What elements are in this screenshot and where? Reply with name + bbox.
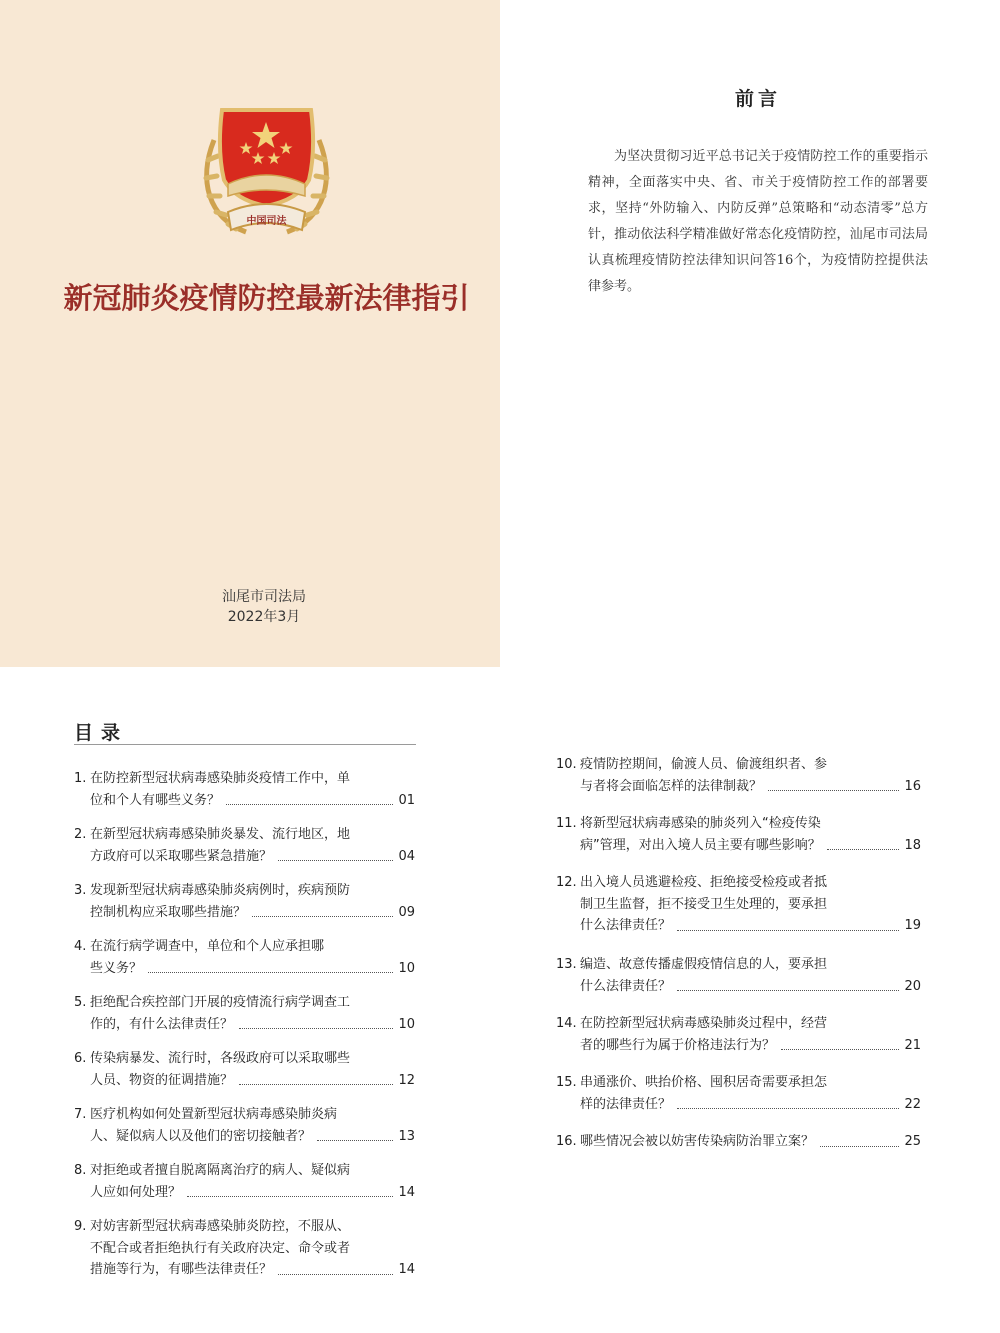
toc-item[interactable]: [74, 1216, 415, 1281]
toc-leader-dots: [768, 790, 899, 791]
toc-item[interactable]: [556, 1131, 921, 1153]
cover-org: 汕尾市司法局: [222, 589, 306, 605]
toc-page-number: 14: [398, 1184, 415, 1200]
toc-page-number: 01: [398, 792, 415, 808]
cover-date: 2022年3月: [227, 609, 301, 625]
toc-leader-dots: [252, 916, 393, 917]
toc-item-number: 7.: [74, 1107, 87, 1122]
toc-item-text: 人、疑似病人以及他们的密切接触者？: [90, 1128, 312, 1144]
toc-leader-dots: [239, 1084, 393, 1085]
toc-item-number: 4.: [74, 939, 87, 954]
toc-page-number: 12: [398, 1072, 415, 1088]
toc-item-number: 6.: [74, 1051, 87, 1066]
toc-page-number: 25: [904, 1134, 921, 1149]
toc-item-text: 作的，有什么法律责任？: [90, 1016, 234, 1032]
cover-page: [0, 0, 500, 667]
toc-item-text: 对妨害新型冠状病毒感染肺炎防控，不服从、: [90, 1219, 351, 1234]
toc-item[interactable]: [74, 824, 415, 867]
toc-leader-dots: [820, 1146, 899, 1147]
toc-item-text: 人应如何处理？: [90, 1184, 182, 1200]
toc-leader-dots: [278, 860, 393, 861]
toc-page-number: 10: [398, 960, 415, 976]
toc-item-number: 10.: [556, 757, 577, 772]
toc-page-number: 16: [904, 778, 921, 794]
toc-page-number: 04: [398, 848, 415, 864]
toc-item-text: 在流行病学调查中，单位和个人应承担哪: [90, 939, 325, 954]
toc-item-text: 串通涨价、哄抬价格、囤积居奇需要承担怎: [580, 1075, 828, 1090]
toc-leader-dots: [677, 990, 899, 991]
toc-item-text: 发现新型冠状病毒感染肺炎病例时，疾病预防: [90, 883, 351, 898]
toc-page-number: 20: [904, 978, 921, 994]
toc-item-number: 14.: [556, 1016, 577, 1031]
toc-item[interactable]: [74, 992, 415, 1035]
toc-item[interactable]: [556, 1072, 921, 1115]
toc-item-text: 将新型冠状病毒感染的肺炎列入“检疫传染: [580, 816, 821, 831]
toc-item-number: 3.: [74, 883, 87, 898]
toc-item-text: 控制机构应采取哪些措施？: [90, 904, 247, 920]
toc-item-text: 对拒绝或者擅自脱离隔离治疗的病人、疑似病: [90, 1163, 351, 1178]
toc-leader-dots: [187, 1196, 393, 1197]
toc-item-text: 与者将会面临怎样的法律制裁？: [580, 778, 763, 794]
toc-page-number: 10: [398, 1016, 415, 1032]
preface-body: 为坚决贯彻习近平总书记关于疫情防控工作的重要指示精神，全面落实中央、省、市关于疫情防控工作的部署要求，坚持“外防输入、内防反弹”总策略和“动态清零”总方针，推动依法科学精准做好常态化疫情防控，汕尾市司法局认真梳理疫情防控法律知识问答16个，为疫情防控提供法律参考。: [588, 149, 928, 294]
toc-item[interactable]: [556, 872, 921, 937]
toc-page-number: 19: [904, 918, 921, 933]
toc-item-number: 9.: [74, 1219, 87, 1234]
toc-leader-dots: [148, 972, 393, 973]
toc-item-text: 位和个人有哪些义务？: [90, 792, 221, 808]
toc-item-text: 在防控新型冠状病毒感染肺炎过程中，经营: [580, 1016, 828, 1031]
toc-item-number: 12.: [556, 875, 577, 890]
toc-item-text: 什么法律责任？: [580, 918, 672, 933]
toc-item[interactable]: [556, 1013, 921, 1056]
toc-item-text: 制卫生监督，拒不接受卫生处理的，要承担: [580, 896, 828, 912]
toc-leader-dots: [781, 1049, 899, 1050]
toc-item[interactable]: [556, 813, 921, 856]
toc-item[interactable]: [74, 1048, 415, 1091]
toc-heading: 目录: [74, 722, 129, 744]
preface-title: 前言: [734, 88, 781, 110]
toc-item-text: 人员、物资的征调措施？: [90, 1072, 234, 1088]
cover-title: 新冠肺炎疫情防控最新法律指引: [63, 281, 470, 315]
toc-item-number: 1.: [74, 771, 87, 786]
toc-item-text: 在防控新型冠状病毒感染肺炎疫情工作中，单: [90, 771, 351, 786]
toc-item[interactable]: [74, 1104, 415, 1147]
emblem-label: 中国司法: [246, 216, 287, 227]
toc-item-text: 在新型冠状病毒感染肺炎暴发、流行地区，地: [90, 827, 351, 842]
toc-item[interactable]: [556, 954, 921, 997]
toc-item-number: 8.: [74, 1163, 87, 1178]
toc-item-text: 拒绝配合疾控部门开展的疫情流行病学调查工: [90, 995, 351, 1010]
toc-item-number: 15.: [556, 1075, 577, 1090]
toc-item-text: 方政府可以采取哪些紧急措施？: [90, 848, 273, 864]
toc-item[interactable]: [74, 1160, 415, 1203]
toc-item-text: 什么法律责任？: [580, 978, 672, 994]
toc-page-number: 22: [904, 1096, 921, 1112]
toc-page-number: 18: [904, 837, 921, 853]
toc-item-number: 2.: [74, 827, 87, 842]
toc-item-number: 13.: [556, 957, 577, 972]
justice-emblem: [194, 100, 339, 245]
toc-item-number: 5.: [74, 995, 87, 1010]
toc-page-number: 14: [398, 1262, 415, 1277]
toc-divider: [74, 744, 416, 745]
toc-item-text: 措施等行为，有哪些法律责任？: [90, 1262, 273, 1277]
toc-leader-dots: [239, 1028, 393, 1029]
toc-item-text: 些义务？: [90, 960, 143, 976]
toc-item-text: 不配合或者拒绝执行有关政府决定、命令或者: [90, 1240, 351, 1256]
toc-leader-dots: [317, 1140, 393, 1141]
toc-leader-dots: [226, 804, 393, 805]
toc-item[interactable]: [556, 754, 921, 797]
toc-item[interactable]: [74, 768, 415, 811]
toc-page-number: 21: [904, 1037, 921, 1053]
toc-item-text: 传染病暴发、流行时，各级政府可以采取哪些: [90, 1051, 351, 1066]
toc-item-text: 疫情防控期间，偷渡人员、偷渡组织者、参: [580, 757, 828, 772]
toc-item-text: 病”管理，对出入境人员主要有哪些影响？: [580, 837, 821, 853]
toc-item-text: 哪些情况会被以妨害传染病防治罪立案？: [580, 1134, 815, 1149]
toc-leader-dots: [677, 930, 899, 931]
toc-page-number: 09: [398, 904, 415, 920]
toc-item[interactable]: [74, 880, 415, 923]
toc-page-number: 13: [398, 1128, 415, 1144]
toc-leader-dots: [827, 849, 899, 850]
toc-item-text: 样的法律责任？: [580, 1096, 672, 1112]
toc-item-number: 11.: [556, 816, 577, 831]
toc-item-text: 出入境人员逃避检疫、拒绝接受检疫或者抵: [580, 875, 828, 890]
toc-item-text: 编造、故意传播虚假疫情信息的人，要承担: [580, 957, 828, 972]
toc-item-text: 医疗机构如何处置新型冠状病毒感染肺炎病: [90, 1107, 338, 1122]
toc-leader-dots: [677, 1108, 899, 1109]
toc-item-number: 16.: [556, 1134, 577, 1149]
toc-item-text: 者的哪些行为属于价格违法行为？: [580, 1037, 776, 1053]
toc-leader-dots: [278, 1274, 393, 1275]
toc-item[interactable]: [74, 936, 415, 979]
